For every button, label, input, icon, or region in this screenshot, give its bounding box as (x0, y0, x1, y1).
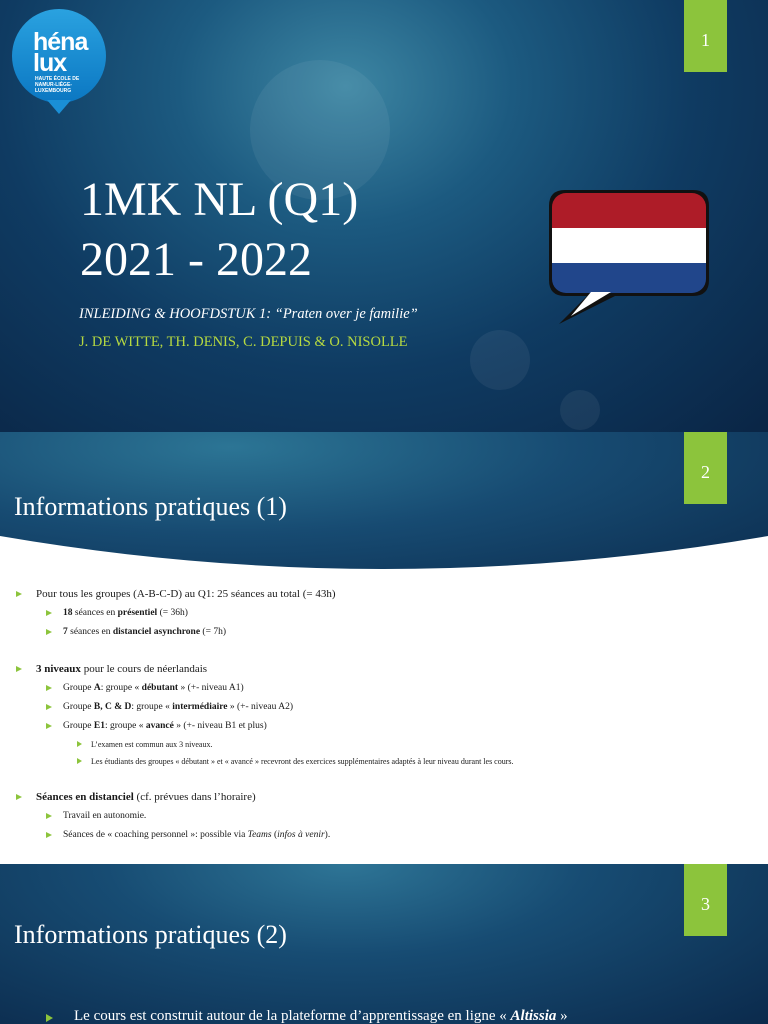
list-item (16, 698, 514, 717)
item-text: (cf. prévues dans l’horaire) (133, 791, 256, 803)
item-text: Séances de « coaching personnel »: possible via (63, 830, 248, 840)
list-item (16, 604, 514, 623)
item-text: : groupe « (104, 721, 146, 731)
item-text: Pour tous les groupes (A-B-C-D) au Q1: 25 séances au total (= 43h) (36, 588, 336, 600)
list-item (46, 1008, 568, 1024)
item-bold: 7 (63, 627, 68, 637)
title-line-1: 1MK NL (Q1) (80, 173, 359, 226)
item-bold: distanciel asynchrone (112, 627, 201, 637)
logo-line-1: héna (33, 28, 88, 56)
spacer (16, 770, 514, 788)
slide-3 (0, 864, 768, 1024)
logo-subline (35, 76, 101, 94)
item-text: Le cours est construit autour de la plateforme d’apprentissage en ligne « (74, 1008, 511, 1024)
slide-number-tab (684, 0, 727, 72)
item-bold: E1 (93, 721, 105, 731)
item-text: séances en (67, 627, 113, 637)
item-bold: intermédiaire (172, 702, 228, 712)
item-text: Groupe (63, 702, 94, 712)
slide-number: 3 (701, 893, 710, 914)
item-text: » (+- niveau A2) (227, 702, 294, 712)
logo-subline-1: HAUTE ÉCOLE DE (35, 76, 80, 82)
item-bold: avancé (145, 721, 174, 731)
item-text: séances en (72, 608, 118, 618)
bokeh-light (560, 390, 600, 430)
item-bold: 18 (63, 608, 73, 618)
dutch-flag-speech-bubble-icon (545, 186, 713, 326)
list-item (16, 623, 514, 642)
list-item (16, 807, 514, 826)
item-text: Groupe (63, 721, 94, 731)
logo-line-2: lux (33, 49, 67, 77)
item-bold: B, C & D (93, 702, 132, 712)
list-item (16, 736, 514, 753)
slide-1 (0, 0, 768, 432)
presentation-subtitle: INLEIDING & HOOFDSTUK 1: “Praten over je familie” (79, 306, 418, 322)
item-bold: débutant (141, 683, 179, 693)
item-text: pour le cours de néerlandais (80, 663, 208, 675)
item-bold: Séances en distanciel (36, 791, 134, 803)
list-item (16, 660, 514, 679)
slide-number-tab (684, 432, 727, 504)
item-text: : groupe « (131, 702, 173, 712)
item-bold: A (93, 683, 101, 693)
item-text: Les étudiants des groupes « débutant » et « avancé » recevront des exercices supplémentaires adaptés à leur niveau durant les cours. (91, 757, 514, 766)
item-bold-italic: Altissia (510, 1008, 557, 1024)
list-item (16, 788, 514, 807)
title-line-2: 2021 - 2022 (80, 233, 312, 286)
logo-wordmark (33, 28, 88, 77)
item-text: (= 36h) (157, 608, 188, 618)
item-text: ). (324, 830, 331, 840)
slide-number: 1 (701, 29, 710, 50)
slide-content (16, 585, 514, 845)
henallux-logo (11, 6, 109, 123)
slide-title: Informations pratiques (2) (14, 920, 287, 949)
list-item (16, 679, 514, 698)
slide-number-tab (684, 864, 727, 936)
item-text: : groupe « (100, 683, 142, 693)
list-item (16, 585, 514, 604)
item-text: Groupe (63, 683, 94, 693)
header-curve (0, 522, 768, 582)
slide-number: 2 (701, 461, 710, 482)
list-item (16, 826, 514, 845)
bokeh-light (470, 330, 530, 390)
spacer (16, 642, 514, 660)
slide-title: Informations pratiques (1) (14, 492, 287, 521)
slide-2 (0, 432, 768, 864)
item-text: L’examen est commun aux 3 niveaux. (91, 740, 213, 749)
list-item (16, 753, 514, 770)
item-text: (= 7h) (200, 627, 226, 637)
item-text: » (556, 1008, 568, 1024)
item-text: Travail en autonomie. (63, 811, 147, 821)
item-text: ( (271, 830, 278, 840)
presentation-title (80, 170, 358, 290)
item-bold: présentiel (117, 608, 158, 618)
item-italic: infos à venir (277, 830, 325, 840)
logo-subline-2: NAMUR-LIÈGE-LUXEMBOURG (35, 82, 72, 94)
item-text: » (+- niveau B1 et plus) (173, 721, 267, 731)
item-text: » (+- niveau A1) (178, 683, 244, 693)
item-bold: 3 niveaux (36, 663, 81, 675)
list-item (16, 717, 514, 736)
presentation-authors: J. DE WITTE, TH. DENIS, C. DEPUIS & O. NISOLLE (79, 334, 408, 350)
item-italic: Teams (247, 830, 272, 840)
